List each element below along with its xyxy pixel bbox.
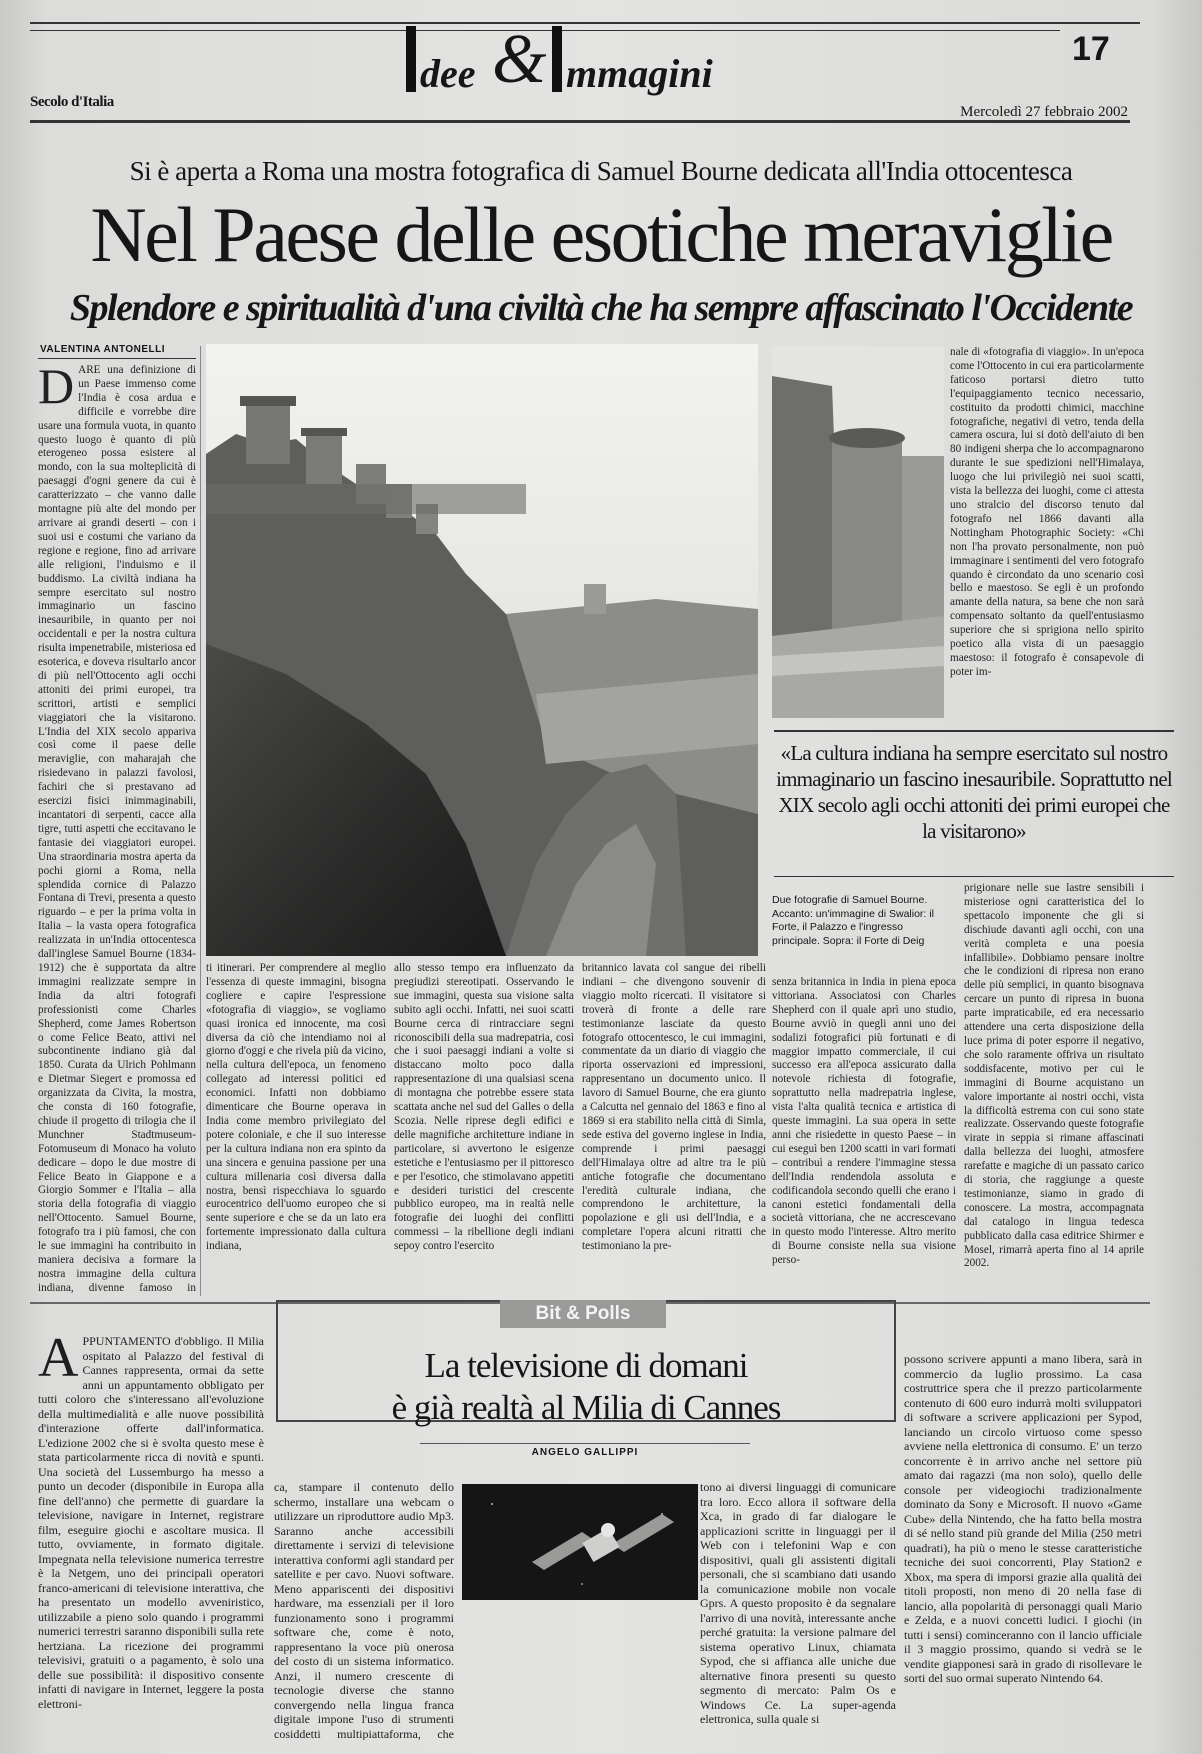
- box-headline-line-2: è già realtà al Milia di Cannes: [391, 1388, 781, 1427]
- article-column-7-text: prigionare nelle sue lastre sensibili i misteriose ogni caratteristica del lo spettacolo imponente che gli si dischiude davanti agli occhi, con una verità completa e una poesia infallibile». Dobbiamo pensare inoltre che le condizioni di ripresa non erano delle più semplici, in quanto bisognava cercare un punto di ripresa in buona parte impraticabile, ed era necessario attendere una certa disposizione della luce prima di poter esporre il negativo, che solo raramente offriva un risultato soddisfacente, motivo per cui le immagini di Bourne acquistano un valore importante ai nostri occhi, vista la difficoltà estrema con cui sono state realizzate. Osservando queste fotografie virate in seppia si rimane affascinati dalla bellezza dei luoghi, atmosfere rarefatte e magiche di un passato carico di storia, che raggiunge a queste testimonianze, siamo in grado di conoscere. La mostra, accompagnata dal catalogo in lingua tedesca pubblicato dalla casa editrice Shirmer e Mosel, rimarrà aperta fino al 14 aprile 2002.: [964, 882, 1144, 1270]
- box-column-1: [38, 1334, 264, 1739]
- article-column-5: [772, 976, 956, 1296]
- box-byline: ANGELO GALLIPPI: [420, 1443, 750, 1458]
- article-column-7: [964, 882, 1144, 1296]
- article-column-4-text: britannico lavata col sangue dei ribelli indiani – che divengono souvenir di viaggio molto ricercati. Il visitatore si troverà di fronte a delle rare testimonianze lasciate da questo fotografo ottocentesco, le cui immagini, commentate da un diario di viaggio che riporta osservazioni ed impressioni, rappresentano un documento unico. Il lavoro di Samuel Bourne, che era giunto a Calcutta nel gennaio del 1863 e fino al 1869 si era stabilito nella città di Simla, sede estiva del governo inglese in India, comprende i primi paesaggi dell'Himalaya oltre ad altre tra le più antiche fotografie che documentano l'eredità culturale indiana, che comprendono le architetture, la popolazione e gli usi dell'India, e a completare l'opera alcuni ritratti che testimoniano la pre-: [582, 962, 766, 1253]
- tower-image: [772, 346, 944, 718]
- right-photo-tower: [772, 346, 944, 718]
- issue-date: Mercoledì 27 febbraio 2002: [960, 104, 1128, 120]
- fort-image: [206, 344, 758, 956]
- article-column-3: [394, 962, 574, 1296]
- box-column-4-text: possono scrivere appunti a mano libera, sarà in commercio da luglio prossimo. La casa costruttrice spera che il prezzo particolarmente contenuto di 600 euro indurrà molti sviluppatori di software a scrivere applicazioni per Sypod, lanciando un circolo virtuoso come spesso avviene nella elettronica di consumo. E' un terzo concorrente è in arrivo anche nel settore più amato dai ragazzi (ma non solo), quello delle console per videogiochi tradizionalmente dominato da Sony e Microsoft. Il nuovo «Game Cube» della Nintendo, che ha fatto bella mostra di sé nello stand più grande del Milia (250 metri quadrati), ha più o meno le stesse caratteristiche tecniche dei suoi concorrenti, Play Station2 e Xbox, ma spera di imporsi grazie alla qualità dei titoli proposti, non meno di 20 nella fase di lancio, alla popolarità di personaggi quali Mario e Zelda, e a nuovi concetti ludici. I giochi (in tutti i sensi) cominceranno con il lancio ufficiale il 3 maggio prossimo, quando si vedrà se le vendite giapponesi sarà in grado di risollevare le sorti del suo ormai superato Nintendo 64.: [904, 1352, 1142, 1685]
- masthead-ampersand: &: [492, 21, 547, 98]
- photo-caption: Due fotografie di Samuel Bourne. Accanto: un'immagine di Swalior: il Forte, il Palazzo e l'ingresso principale. Sopra: il Forte di Deig: [772, 894, 934, 947]
- article-column-5-text: senza britannica in India in piena epoca vittoriana. Associatosi con Charles Shepherd con il quale aprì uno studio, Bourne avviò in quegli anni uno dei sodalizi fotografici più fortunati e di maggior impatto commerciale, il cui successo era all'epoca assicurato dalla notevole richiesta di fotografie, soprattutto nella madrepatria inglese, vista l'alta qualità tecnica e artistica di queste immagini. La sua opera in sette anni che risiedette in questo Paese – in cui eseguì ben 1200 scatti in vari formati – contribuì a rendere l'immagine stessa dell'India rendendola assoluta e codificandola secondo quelli che erano i canoni estetici fondamentali della società vittoriana, che ne accrescevano in questo modo l'interesse. Altro merito di Bourne consiste nella sua visione perso-: [772, 976, 956, 1267]
- article-dropcap: D: [38, 364, 75, 414]
- box-column-2-text: ca, stampare il contenuto dello schermo, installare una webcam o utilizzare un riproduttore audio Mp3. Saranno anche accessibili direttamente i servizi di televisione interattiva conformi agli standard per satellite e per cavo. Nuovi software. Meno appariscenti dei dispositivi hardware, ma essenziali per il loro funzionamento sono i programmi software che, come è noto, rappresentano la voce più onerosa del costo di un sistema informatico. Anzi, il numero crescente di tecnologie diverse che stanno convergendo nella lingua franca digitale impone l'uso di strumenti cosiddetti multipiattaforma, che: [274, 1480, 454, 1740]
- box-column-1-text: PPUNTAMENTO d'obbligo. Il Milia ospitato al Palazzo del festival di Cannes rappresenta, ormai da sette anni un appuntamento obbligato per tutti coloro che s'interessano all'evoluzione della multimedialità e alle nuove possibilità d'interazione offerte dall'informatica. L'edizione 2002 che si è svolta questo mese è stata particolarmente ricca di novità e spunti. Una società del Lussemburgo ha messo a punto un decoder (disponibile in Europa alla fine dell'anno) che permette di guardare la televisione, navigare in Internet, registrare film, eseguire giochi e ascoltare musica. Il tutto, ovviamente, in formato digitale. Impegnata nella televisione numerica terrestre è la Netgem, uno dei principali operatori franco-americani di televisione interattiva, che ha presentato un modello avveniristico, utilizzabile a pieno solo quando i programmi numerici terrestri saranno disponibili sulla rete hertziana. La ricezione dei programmi televisivi, gratuiti o a pagamento, è solo una delle sue possibilità: il dispositivo consente infatti di navigare in Internet, leggere la posta elettroni-: [38, 1334, 264, 1711]
- satellite-image: [462, 1484, 698, 1600]
- article-column-3-text: allo stesso tempo era influenzato da pregiudizi stereotipati. Osservando le sue immagini, questa sua visione salta subito agli occhi. Infatti, nei suoi scatti Bourne cerca di rintracciare segni riconoscibili della sua madrepatria, così che i suoi paesaggi indiani a volte si distaccano molto poco dalla rappresentazione di una qualsiasi scena di montagna che potrebbe essere stata scattata anche nel sud del Galles o della Scozia. Nelle riprese degli edifici e delle magnifiche architetture indiane in particolare, si avvertono le esigenze estetiche e l'entusiasmo per il pittoresco e per l'esotico, che stimolavano appetiti e desideri turistici del crescente pubblico europeo, ma in realtà nelle fotografie dei luoghi dei conflitti commessi – la ribellione degli indiani sepoy contro l'esercito: [394, 962, 574, 1253]
- masthead-bar-right: [552, 26, 562, 92]
- box-dropcap: A: [38, 1334, 79, 1389]
- bit-polls-tag: Bit & Polls: [500, 1300, 666, 1328]
- pull-quote: «La cultura indiana ha sempre esercitato sul nostro immaginario un fascino inesauribile. Soprattutto nel XIX secolo agli occhi attoniti dei primi europei che la visitarono»: [776, 741, 1172, 843]
- satellite-photo: [462, 1484, 698, 1600]
- article-column-4: [582, 962, 766, 1296]
- section-masthead: [400, 20, 760, 100]
- article-column-6-text: nale di «fotografia di viaggio». In un'epoca come l'Ottocento in cui era particolarmente faticoso portarsi dietro tutto l'equipaggiamento tecnico necessario, costituito da prodotti chimici, macchine fotografiche, negativi di vetro, tenda della camera oscura, lui si dotò dell'aiuto di ben 80 indigeni sherpa che lo accompagnarono durante le sue spedizioni nell'Himalaya, luogo che lui privilegiò nei suoi scatti, vista la bellezza dei luoghi, come ci attesta uno stralcio del discorso tenuto dal fotografo nel 1866 davanti alla Nottingham Photographic Society: «Chi non l'ha provato personalmente, non può immaginare i sentimenti del vero fotografo quando è circondato da uno scenario così bello e maestoso. Se egli è un profondo amante della natura, sa bene che non sarà compensato soltanto da quell'entusiasmo superiore che si sprigiona nello spirito poetico alla vista di un paesaggio maestoso: il fotografo è consapevole di poter im-: [950, 346, 1144, 678]
- article-column-2-text: ti itinerari. Per comprendere al meglio l'essenza di queste immagini, bisogna cogliere e capire l'espressione «fotografia di viaggio», se vogliamo quasi ironica ed innocente, ma così diversa da ciò che intendiamo noi al giorno d'oggi e che rivela più da vicino, nella cultura dell'epoca, un fenomeno collegato ad interessi politici ed economici. Infatti non dobbiamo dimenticare che Bourne operava in India come membro privilegiato del potere coloniale, e che il suo interesse per la cultura indiana non era spinto da una sincera e genuina passione per una cultura millenaria così diversa dalla nostra, bensì rispecchiava lo sguardo eurocentrico dell'uomo europeo che si sente superiore e che se da un lato era fortemente impressionato dalla cultura indiana,: [206, 962, 386, 1253]
- article-column-1-text: ARE una definizione di un Paese immenso come l'India è cosa ardua e difficile e vorrebbe dire usare una formula vuota, in quanto questo luogo è quanto di più eterogeneo possa esistere al mondo, con la sua molteplicità di paesaggi d'ogni genere da cui è caratterizzato – che vanno dalle montagne più alte del mondo per arrivare ai grandi deserti – con i suoi usi e costumi che variano da regione e regione, fino ad arrivare alle religioni, l'induismo e il buddismo. La civiltà indiana ha sempre esercitato sul nostro immaginario un fascino inesauribile, in quanto per noi occidentali e per la nostra cultura risulta impenetrabile, misteriosa ed esoterica, e doveva risultarlo ancor di più nell'Ottocento agli occhi attoniti dei primi europei, tra scrittori, artisti e semplici viaggiatori che la visitarono. L'India del XIX secolo appariva così come il paese delle meraviglie, con maharajah che risiedevano in palazzi favolosi, fachiri che si prestavano ad esercizi fisici inimmaginabili, incantatori di serpenti, cacce alla tigre, tutti aspetti che eccitavano le fantasie dei viaggiatori europei. Una straordinaria mostra aperta da pochi giorni a Roma, nella splendida cornice di Palazzo Fontana di Trevi, presenta a questo riguardo – e per la prima volta in Italia – la vasta opera fotografica realizzata in un'India ottocentesca dall'inglese Samuel Bourne (1834-1912) che è supportata da altre immagini realizzate sempre in India da altri fotografi professionisti come Charles Shepherd, come James Robertson o come Felice Beato, attivi nel subcontinente indiano già dal 1850. Curata da Ulrich Pohlmann e Dietmar Siegert e promossa ed organizzata da Civita, la mostra, che consta di 160 fotografie, chiude il progetto di trilogia che il Munchner Stadtmuseum-Fotomuseum di Monaco ha voluto dedicare – dopo le due mostre di Felice Beato in Giappone e a Giorgio Sommer e l'Italia – alla storia della fotografia di viaggio nell'Ottocento. Samuel Bourne, fotografo tra i più famosi, che con le sue immagini ha contribuito in maniera decisiva a formare la nostra immagine della cultura indiana, divenne famoso in: [38, 364, 196, 1294]
- quote-rule-bottom: [774, 876, 1174, 877]
- box-column-2: [274, 1480, 454, 1740]
- box-column-3: [700, 1480, 896, 1740]
- quote-rule-top: [774, 730, 1174, 732]
- box-headline-line-1: La televisione di domani: [424, 1346, 748, 1385]
- article-deck: Splendore e spiritualità d'una civiltà che ha sempre affascinato l'Occidente: [69, 287, 1133, 329]
- main-photo-fort: [206, 344, 758, 956]
- box-headline: [276, 1345, 896, 1429]
- article-byline: VALENTINA ANTONELLI: [40, 344, 166, 355]
- column-divider: [200, 346, 201, 1296]
- byline-rule: [38, 358, 196, 359]
- article-column-2: [206, 962, 386, 1296]
- page-number: 17: [1072, 30, 1110, 68]
- box-column-3-text: tono ai diversi linguaggi di comunicare tra loro. Ecco allora il software della Xca, in grado di far dialogare le applicazioni scritte in linguaggi per il Web con i telefonini Wap e con dispositivi, quali gli assistenti digitali personali, che si scambiano dati usando la comunicazione mobile non vocale Gprs. A questo proposito è da segnalare l'arrivo di una novità, interessante anche perché gratuita: la versione palmare del sistema operativo Linux, chiamata Sypod, che si affianca alle uniche due alternative finora presenti su questo segmento di mercato: Palm Os e Windows Ce. La super-agenda elettronica, sulla quale si: [700, 1480, 896, 1726]
- masthead-word-1: dee: [420, 51, 476, 96]
- article-kicker: Si è aperta a Roma una mostra fotografica di Samuel Bourne dedicata all'India ottocentesca: [129, 156, 1073, 186]
- box-column-4: [904, 1352, 1142, 1740]
- masthead-word-2: mmagini: [566, 51, 713, 96]
- newspaper-name: Secolo d'Italia: [30, 94, 114, 110]
- article-column-6: [950, 346, 1144, 718]
- article-headline: Nel Paese delle esotiche meraviglie: [90, 191, 1112, 278]
- masthead-bar-left: [406, 26, 416, 92]
- article-column-1: [38, 364, 196, 1296]
